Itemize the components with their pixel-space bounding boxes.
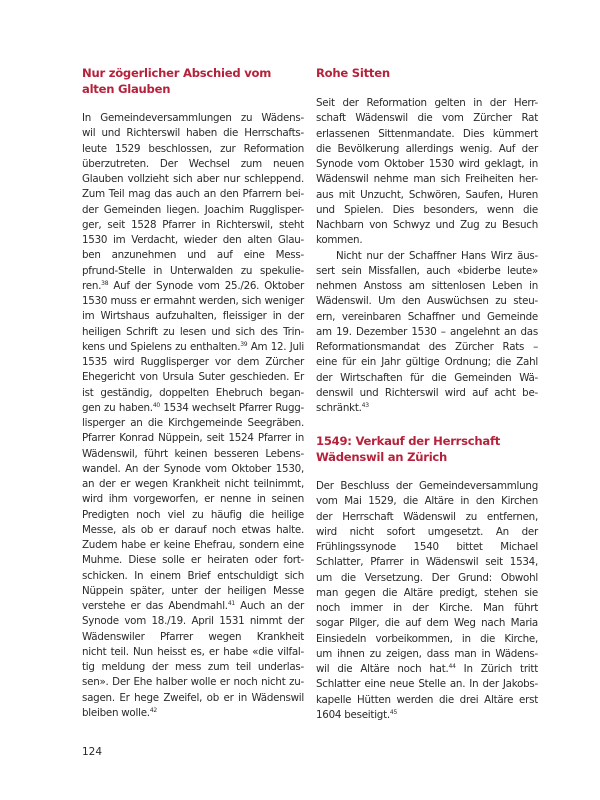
text-segment: lisperger an die Kirchgemeinde Seegräben.	[82, 417, 304, 429]
text-segment: sogar Pilger, die auf dem Weg nach Maria	[316, 617, 538, 630]
text-segment: ist geständig, doppelten Ehebruch began-	[82, 386, 304, 399]
text-segment: wandel. An der Synode vom Oktober 1530,	[82, 462, 304, 475]
text-segment: Schlatter, Pfarrer in Wädenswil seit 1534,	[316, 556, 538, 569]
text-line	[316, 310, 538, 325]
text-line	[82, 309, 304, 324]
text-segment: kapelle Hütten werden die drei Altäre erst	[316, 693, 538, 706]
text-segment: gen zu haben.	[82, 401, 153, 414]
text-line	[82, 584, 304, 599]
footnote-marker[interactable]: 45	[389, 708, 398, 716]
text-line	[82, 203, 304, 218]
text-segment: In Gemeindeversammlungen zu Wädens-	[82, 112, 304, 124]
text-segment: Reformationsmandat des Zürcher Rats –	[316, 341, 538, 353]
text-segment: wil und Richterswil haben die Herrschafts-	[82, 127, 304, 140]
text-line	[82, 462, 304, 477]
text-segment: der Herrschaft Wädenswil zu entfernen,	[316, 510, 538, 523]
text-segment: 1604 beseitigt.	[316, 708, 390, 721]
text-segment: Muhme. Diese solle er heiraten oder fort-	[82, 554, 304, 567]
text-segment: sert sein Missfallen, auch «biderbe leute»	[316, 264, 538, 277]
text-segment: der Wirtschaften für die Gemeinden Wä-	[316, 371, 538, 384]
text-segment: Predigten noch viel zu häufig die heilige	[82, 508, 304, 521]
text-line	[82, 553, 304, 568]
body-text-abschied	[82, 111, 304, 721]
text-segment: Am 12. Juli	[247, 340, 304, 353]
text-segment: Nüppein später, unter der heiligen Messe	[82, 584, 304, 597]
text-segment: Auf der Synode vom 25./26. Oktober	[108, 279, 304, 292]
body-text-rohe-sitten	[316, 96, 538, 416]
text-line	[82, 691, 304, 706]
text-segment: wird nicht sofort umgesetzt. An der	[316, 525, 538, 538]
text-segment: Nicht nur der Schaffner Hans Wirz äus-	[336, 249, 538, 262]
section-heading-rohe-sitten	[316, 66, 546, 82]
text-segment: Frühlingssynode 1540 bittet Michael	[316, 541, 538, 553]
text-segment: überzutreten. Der Wechsel zum neuen	[82, 157, 304, 170]
text-segment: am 19. Dezember 1530 – angelehnt an das	[316, 325, 538, 338]
text-line	[316, 708, 538, 723]
text-segment: schränkt.	[316, 402, 362, 414]
text-segment: sagen. Er hege Zweifel, ob er in Wädenswil	[82, 691, 304, 704]
text-segment: bleiben wolle.	[82, 706, 150, 719]
text-segment: Wädenswil nehme man sich Freiheiten her-	[316, 173, 538, 186]
text-line	[82, 264, 304, 279]
text-line	[316, 662, 538, 677]
text-line	[82, 340, 304, 355]
text-line	[82, 416, 304, 431]
text-line	[82, 233, 304, 248]
text-line	[316, 264, 538, 279]
footnote-marker[interactable]: 44	[448, 663, 456, 670]
text-line	[316, 203, 538, 218]
section-heading-abschied	[82, 66, 312, 97]
text-segment: nicht teil. Nun heisst es, er habe «die vilfal-	[82, 645, 304, 658]
text-line	[82, 569, 304, 584]
text-segment: 1535 wird Rugglisperger vor dem Zürcher	[82, 356, 304, 368]
text-line	[316, 355, 538, 370]
text-segment: um die Versetzung. Der Grund: Obwohl	[316, 571, 538, 584]
text-segment: Wädenswiler Pfarrer wegen Krankheit	[82, 630, 304, 643]
text-line	[316, 218, 538, 233]
text-line	[82, 142, 304, 157]
text-line	[82, 279, 304, 294]
text-segment: Einsiedeln vorbeikommen, in die Kirche,	[316, 632, 538, 645]
text-line	[82, 111, 304, 126]
text-line	[316, 479, 538, 494]
text-segment: ren.	[82, 279, 102, 292]
text-line	[82, 523, 304, 538]
text-segment: Nachbarn von Schwyz und Zug zu Besuch	[316, 219, 538, 231]
text-segment: Messe, als ob er darauf noch etwas halte.	[82, 523, 304, 536]
text-line	[82, 355, 304, 370]
text-segment: sen». Der Ehe halber wolle er noch nicht zu-	[82, 676, 304, 689]
text-segment: Ehegericht von Ursula Suter geschieden. Er	[82, 371, 304, 384]
text-segment: heiligen Schrift zu lesen und sich des Trin-	[82, 325, 304, 338]
text-line	[316, 401, 538, 416]
text-line	[316, 188, 538, 203]
text-line	[316, 233, 538, 248]
text-segment: ger, seit 1528 Pfarrer in Richterswil, steht	[82, 218, 304, 231]
text-line	[316, 249, 538, 264]
text-line	[82, 660, 304, 675]
text-line	[82, 614, 304, 629]
text-segment: kens und Spielens zu enthalten.	[82, 340, 241, 353]
footnote-marker[interactable]: 43	[361, 402, 369, 409]
text-segment: Synode vom 18./19. April 1531 nimmt der	[82, 615, 304, 628]
page-number: 124	[82, 746, 103, 758]
text-segment: verstehe er das Abendmahl.	[82, 600, 228, 612]
text-line	[82, 447, 304, 462]
text-line	[82, 370, 304, 385]
text-line	[82, 492, 304, 507]
text-segment: aus mit Unzucht, Schwören, Saufen, Huren	[316, 188, 538, 201]
text-segment: der Gemeinden liegen. Joachim Rugglisper-	[82, 203, 304, 216]
text-line	[82, 675, 304, 690]
text-segment: kommen.	[316, 234, 363, 247]
text-line	[316, 540, 538, 555]
text-line	[316, 525, 538, 540]
text-segment: nehmen Anstoss am sittenlosen Leben in	[316, 280, 538, 292]
footnote-marker[interactable]: 40	[152, 401, 160, 409]
text-line	[82, 630, 304, 645]
text-line	[82, 325, 304, 340]
text-segment: denswil und Richterswil wird auf acht be-	[316, 386, 538, 399]
text-line	[82, 248, 304, 263]
heading-line: Rohe Sitten	[316, 66, 390, 80]
text-line	[82, 538, 304, 553]
text-line	[316, 677, 538, 692]
text-line	[82, 477, 304, 492]
text-segment: Zudem habe er keine Ehefrau, sondern eine	[82, 539, 304, 551]
text-segment: 1530 im Verdacht, wieder den alten Glau-	[82, 234, 304, 246]
text-segment: Schlatter eine neue Stelle an. In der Jakobs-	[316, 678, 538, 691]
text-line	[316, 127, 538, 142]
text-segment: Auch an der	[234, 600, 304, 612]
text-line	[82, 431, 304, 446]
text-segment: die Bevölkerung allerdings wenig. Auf der	[316, 142, 538, 155]
text-segment: schaft Wädenswil die vom Zürcher Rat	[316, 112, 538, 125]
text-line	[82, 706, 304, 721]
text-line	[316, 96, 538, 111]
heading-line: alten Glauben	[82, 81, 171, 96]
text-line	[316, 325, 538, 340]
text-line	[82, 645, 304, 660]
text-segment: Zum Teil mag das auch an den Pfarrern bei-	[82, 188, 304, 201]
text-line	[316, 294, 538, 309]
text-segment: an der er wegen Krankheit nicht teilnimmt,	[82, 478, 304, 490]
text-line	[316, 142, 538, 157]
text-line	[82, 294, 304, 309]
text-line	[316, 494, 538, 509]
text-segment: um ihnen zu zeigen, dass man in Wädens-	[316, 647, 538, 660]
text-line	[316, 371, 538, 386]
text-line	[82, 401, 304, 416]
text-segment: noch immer in der Kirche. Man führt	[316, 602, 538, 614]
heading-line: Wädenswil an Zürich	[316, 449, 448, 464]
body-text-verkauf	[316, 479, 538, 723]
text-segment: wird ihm vorgeworfen, er nenne in seinen	[82, 493, 304, 506]
text-line	[316, 586, 538, 601]
footnote-marker[interactable]: 42	[149, 706, 157, 714]
text-line	[82, 187, 304, 202]
text-segment: Wädenswil. Um den Auswüchsen zu steu-	[316, 295, 538, 308]
text-segment: erlassenen Sittenmandate. Dies kümmert	[316, 127, 538, 140]
text-segment: man gegen die Altäre predigt, stehen sie	[316, 586, 538, 599]
text-segment: Glauben vollzieht sich aber nur schleppend.	[82, 173, 304, 185]
text-line	[316, 111, 538, 126]
text-line	[82, 508, 304, 523]
text-line	[316, 616, 538, 631]
text-segment: schicken. In einem Brief entschuldigt sich	[82, 569, 304, 582]
text-line	[82, 599, 304, 614]
text-segment: wil die Altäre noch hat.	[316, 663, 449, 675]
text-segment: vom Mai 1529, die Altäre in den Kirchen	[316, 495, 538, 508]
text-segment: Pfarrer Konrad Nüppein, seit 1524 Pfarrer in	[82, 432, 304, 445]
text-line	[316, 340, 538, 355]
text-segment: pfrund-Stelle in Unterwalden zu spekulie-	[82, 264, 304, 277]
heading-line: Nur zögerlicher Abschied vom	[82, 66, 272, 80]
text-line	[316, 601, 538, 616]
text-line	[82, 218, 304, 233]
text-line	[82, 126, 304, 141]
text-line	[316, 510, 538, 525]
text-segment: tig meldung der mess zum teil underlas-	[82, 661, 304, 673]
text-segment: Synode vom Oktober 1530 wird geklagt, in	[316, 158, 538, 170]
text-line	[316, 386, 538, 401]
text-segment: 1534 wechselt Pfarrer Rugg-	[159, 401, 304, 414]
text-segment: Wädenswil, führt keinen besseren Lebens-	[82, 447, 304, 460]
text-segment: Seit der Reformation gelten in der Herr-	[316, 97, 538, 109]
text-line	[316, 693, 538, 708]
text-segment: In Zürich tritt	[455, 663, 538, 675]
text-line	[82, 172, 304, 187]
section-heading-verkauf	[316, 434, 546, 465]
footnote-marker[interactable]: 38	[101, 279, 109, 287]
text-line	[316, 571, 538, 586]
text-line	[82, 386, 304, 401]
text-segment: leute 1529 beschlossen, zur Reformation	[82, 142, 304, 155]
text-segment: ben anzunehmen und auf eine Mess-	[82, 249, 304, 262]
text-line	[82, 157, 304, 172]
text-line	[316, 647, 538, 662]
text-line	[316, 172, 538, 187]
text-line	[316, 632, 538, 647]
text-segment: im Wirtshaus aufzuhalten, fleissiger in der	[82, 310, 304, 323]
heading-line: 1549: Verkauf der Herrschaft	[316, 434, 501, 448]
text-segment: 1530 muss er ermahnt werden, sich weniger	[82, 295, 304, 307]
text-segment: eine für ein Jahr gültige Ordnung; die Zahl	[316, 356, 538, 369]
text-line	[316, 157, 538, 172]
footnote-marker[interactable]: 41	[227, 600, 235, 607]
footnote-marker[interactable]: 39	[240, 340, 248, 348]
text-segment: und Spielen. Dies besonders, wenn die	[316, 203, 538, 216]
text-segment: Der Beschluss der Gemeindeversammlung	[316, 480, 538, 492]
text-line	[316, 279, 538, 294]
text-segment: ern, vereinbaren Schaffner und Gemeinde	[316, 310, 538, 323]
text-line	[316, 555, 538, 570]
